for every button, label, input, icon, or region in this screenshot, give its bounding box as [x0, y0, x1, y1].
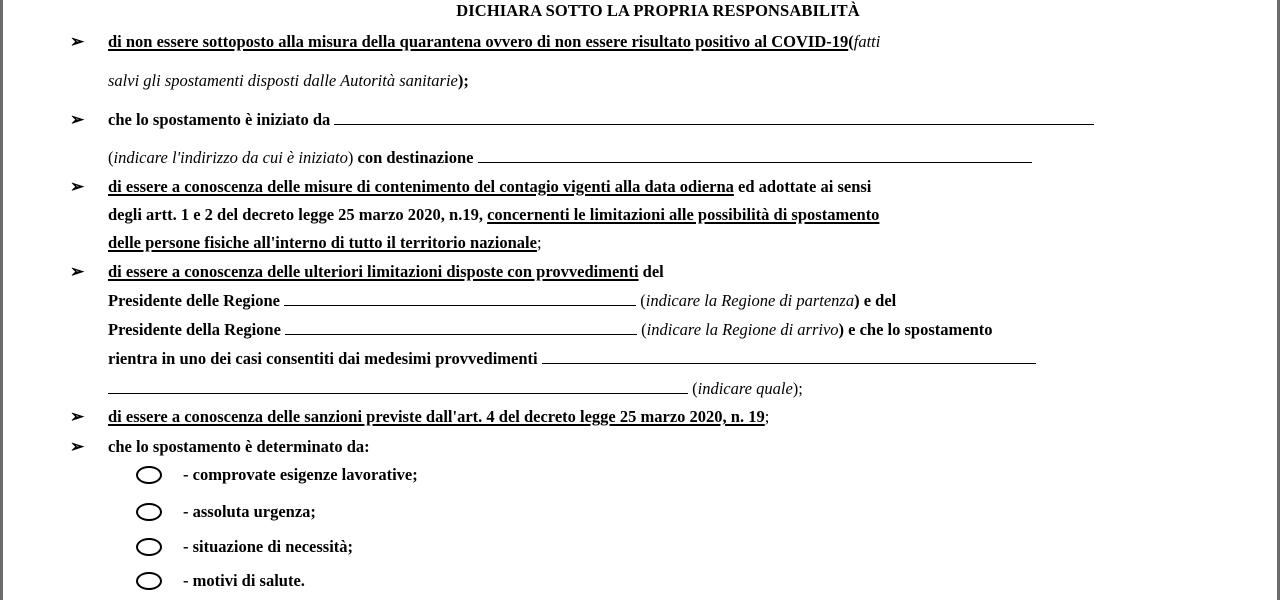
- text-segment: fatti: [853, 32, 881, 51]
- text-segment: che lo spostamento è iniziato da: [108, 110, 335, 129]
- reason-radio[interactable]: [136, 538, 162, 556]
- text-segment: con destinazione: [357, 148, 478, 167]
- text-segment: indicare la Regione di partenza: [645, 291, 855, 310]
- bullet-icon: ➢: [70, 110, 85, 129]
- declaration-line-l10: [108, 319, 993, 341]
- text-segment: Presidente delle Regione: [108, 291, 285, 310]
- text-segment: ) e del: [854, 291, 897, 310]
- declaration-line-l9: [108, 290, 896, 312]
- text-segment: di essere a conoscenza delle sanzioni previste dall'art. 4 del decreto legge 25 marzo 2020, n. 19: [108, 407, 765, 426]
- section-title: DICHIARA SOTTO LA PROPRIA RESPONSABILITÀ: [456, 1, 860, 20]
- bullet-icon: ➢: [70, 32, 85, 51]
- fill-in-blank[interactable]: [108, 379, 688, 394]
- fill-in-blank[interactable]: [334, 110, 1094, 125]
- declaration-line-l13: [108, 406, 769, 428]
- declaration-line-l12: [108, 378, 803, 400]
- text-segment: indicare la Regione di arrivo: [646, 320, 839, 339]
- text-segment: che lo spostamento è determinato da:: [108, 437, 370, 456]
- text-segment: ) e che lo spostamento: [838, 320, 993, 339]
- reason-radio[interactable]: [136, 466, 162, 484]
- text-segment: rientra in uno dei casi consentiti dai medesimi provvedimenti: [108, 349, 542, 368]
- reason-option-label: - assoluta urgenza;: [183, 502, 316, 521]
- text-segment: ed adottate ai sensi: [733, 177, 872, 196]
- declaration-line-l5: [108, 176, 871, 198]
- text-segment: );: [457, 71, 469, 90]
- reason-option-label: - situazione di necessità;: [183, 537, 354, 556]
- text-segment: salvi gli spostamenti disposti dalle Autorità sanitarie: [108, 71, 458, 90]
- fill-in-blank[interactable]: [284, 291, 636, 306]
- text-segment: Presidente della Regione: [108, 320, 286, 339]
- reason-radio[interactable]: [136, 503, 162, 521]
- text-segment: (: [108, 148, 114, 167]
- bullet-icon: ➢: [70, 437, 85, 456]
- text-segment: (: [636, 291, 646, 310]
- fill-in-blank[interactable]: [542, 349, 1036, 364]
- bullet-icon: ➢: [70, 407, 85, 426]
- reason-option-label: - motivi di salute.: [183, 571, 305, 590]
- page-left-edge: [0, 0, 3, 600]
- text-segment: );: [792, 379, 803, 398]
- text-segment: ;: [764, 407, 770, 426]
- text-segment: indicare quale: [697, 379, 793, 398]
- reason-option-label: - comprovate esigenze lavorative;: [183, 465, 418, 484]
- declaration-line-l2: [108, 70, 469, 92]
- text-segment: di non essere sottoposto alla misura della quarantena ovvero di non essere risultato positivo al COVID-19: [108, 32, 849, 51]
- text-segment: ): [347, 148, 358, 167]
- text-segment: (: [848, 32, 854, 51]
- bullet-icon: ➢: [70, 262, 85, 281]
- declaration-line-l1: [108, 31, 880, 53]
- bullet-icon: ➢: [70, 177, 85, 196]
- fill-in-blank[interactable]: [285, 320, 637, 335]
- text-segment: indicare l'indirizzo da cui è iniziato: [113, 148, 348, 167]
- declaration-line-l6: [108, 204, 879, 226]
- text-segment: di essere a conoscenza delle misure di contenimento del contagio vigenti alla data odierna: [108, 177, 734, 196]
- text-segment: (: [637, 320, 647, 339]
- text-segment: del: [638, 262, 664, 281]
- declaration-line-l8: [108, 261, 664, 283]
- text-segment: delle persone fisiche all'interno di tutto il territorio nazionale: [108, 233, 537, 252]
- text-segment: degli artt. 1 e 2 del decreto legge 25 marzo 2020, n.19,: [108, 205, 488, 224]
- declaration-line-l11: [108, 348, 1036, 370]
- declaration-line-l7: [108, 232, 542, 254]
- declaration-line-l14: [108, 436, 370, 458]
- text-segment: di essere a conoscenza delle ulteriori limitazioni disposte con provvedimenti: [108, 262, 639, 281]
- text-segment: (: [688, 379, 698, 398]
- text-segment: ;: [536, 233, 542, 252]
- declaration-line-l3: [108, 109, 1094, 131]
- text-segment: concernenti le limitazioni alle possibilità di spostamento: [487, 205, 880, 224]
- declaration-line-l4: [108, 147, 1032, 169]
- fill-in-blank[interactable]: [478, 148, 1032, 163]
- reason-radio[interactable]: [136, 572, 162, 590]
